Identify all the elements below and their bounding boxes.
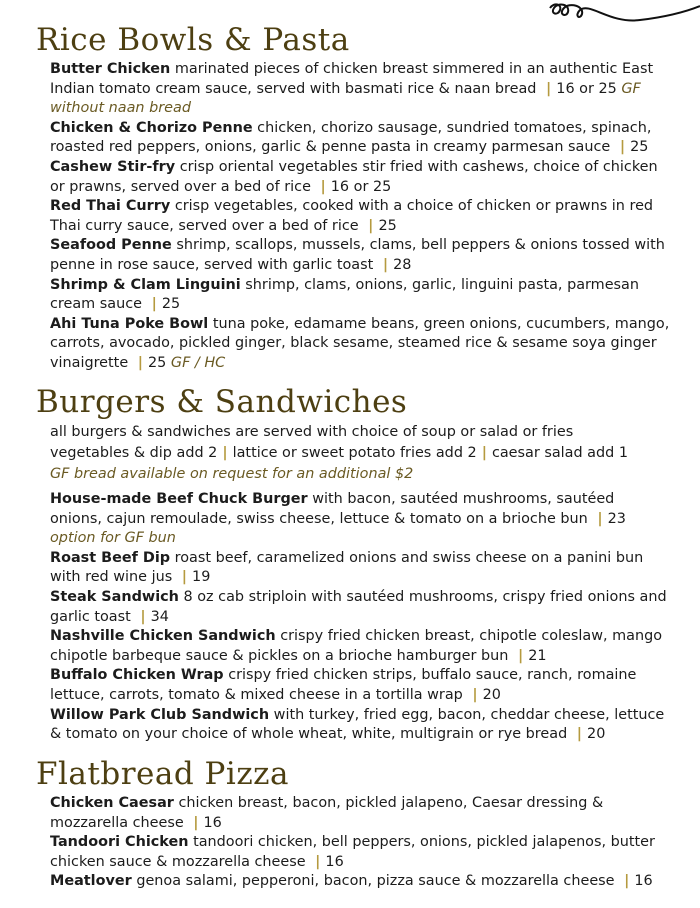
item-description: chicken breast, bacon, pickled jalapeno, Caesar dressing & mozzarella cheese: [50, 795, 604, 831]
item-name: Willow Park Club Sandwich: [50, 706, 270, 723]
separator: |: [140, 608, 146, 625]
section-flatbread-pizza: [36, 756, 670, 892]
menu-list: [36, 794, 670, 892]
separator: |: [619, 139, 626, 156]
separator: |: [137, 354, 144, 371]
item-note: option for GF bun: [50, 530, 176, 547]
item-name: House-made Beef Chuck Burger: [50, 491, 308, 507]
item-description: genoa salami, pepperoni, bacon, pizza sauce & mozzarella cheese: [136, 873, 615, 890]
item-description: with bacon, sautéed mushrooms, sautéed onions, cajun remoulade, swiss cheese, lettuce & tomato on a brioche bun: [50, 491, 615, 527]
item-name: Shrimp & Clam Linguini: [50, 276, 241, 293]
item-name: Red Thai Curry: [50, 198, 171, 215]
menu-list: [36, 60, 670, 374]
item-description: crispy fried chicken breast, chipotle coleslaw, mango chipotle barbeque sauce & pickles on a brioche hamburger bun: [50, 628, 663, 664]
item-note: GF / HC: [170, 354, 226, 371]
addon-fries: lattice or sweet potato fries add 2: [232, 445, 477, 461]
item-price: 25: [378, 217, 397, 234]
menu-item: [50, 794, 670, 833]
item-name: Cashew Stir-fry: [50, 158, 176, 175]
item-name: Meatlover: [50, 873, 132, 890]
item-name: Roast Beef Dip: [50, 549, 171, 566]
separator: |: [481, 445, 487, 461]
item-price: 21: [528, 647, 547, 664]
item-description: shrimp, scallops, mussels, clams, bell peppers & onions tossed with penne in rose sauce, served with garlic toast: [50, 237, 665, 273]
section-intro: [50, 422, 670, 484]
menu-item: [50, 60, 670, 119]
separator: |: [382, 256, 389, 273]
separator: |: [517, 647, 524, 664]
menu-item: [50, 549, 670, 588]
menu-item: [50, 197, 670, 236]
item-price: 16: [634, 873, 653, 890]
menu-list: [50, 490, 670, 745]
item-description: marinated pieces of chicken breast simmered in an authentic East Indian tomato cream sauce, served with basmati rice & naan bread: [50, 61, 654, 97]
separator: |: [368, 217, 374, 234]
menu-item: [50, 158, 670, 197]
section-heading: Rice Bowls & Pasta: [36, 22, 350, 58]
intro-note: GF bread available on request for an additional $2: [50, 466, 414, 482]
item-price: 16: [325, 853, 344, 870]
item-name: Nashville Chicken Sandwich: [50, 628, 276, 645]
addon-vegetables: vegetables & dip add 2: [50, 445, 218, 461]
menu-item: [50, 706, 670, 745]
item-note: GF without naan bread: [50, 80, 641, 117]
item-name: Chicken & Chorizo Penne: [50, 119, 253, 136]
item-description: roast beef, caramelized onions and swiss cheese on a panini bun with red wine jus: [50, 549, 644, 586]
separator: |: [151, 296, 157, 313]
item-price: 16: [203, 814, 222, 831]
item-price: 25: [161, 296, 181, 313]
item-description: tandoori chicken, bell peppers, onions, pickled jalapenos, butter chicken sauce & mozzarella cheese: [50, 834, 655, 870]
item-description: tuna poke, edamame beans, green onions, cucumbers, mango, carrots, avocado, pickled ginger, black sesame, steamed rice & sesame soya ginger vinaigrette: [50, 315, 670, 371]
separator: |: [624, 873, 630, 890]
item-price: 25: [630, 139, 649, 156]
section-rice-bowls-pasta: [36, 22, 670, 374]
item-description: chicken, chorizo sausage, sundried tomatoes, spinach, roasted red peppers, onions, garlic & penne pasta in creamy parmesan sauce: [50, 119, 652, 156]
item-description: 8 oz cab striploin with sautéed mushrooms, crispy fried onions and garlic toast: [50, 588, 667, 625]
item-name: Tandoori Chicken: [50, 834, 189, 851]
item-description: crispy fried chicken strips, buffalo sauce, ranch, romaine lettuce, carrots, tomato & mixed cheese in a tortilla wrap: [50, 667, 637, 703]
item-price: 23: [607, 510, 626, 527]
item-price: 20: [482, 686, 501, 703]
item-price: 19: [192, 569, 211, 586]
menu-item: [50, 315, 670, 374]
intro-line: all burgers & sandwiches are served with choice of soup or salad or fries: [50, 424, 574, 440]
menu-item: [50, 666, 670, 705]
menu-item: [50, 833, 670, 872]
item-price: 16 or 25: [556, 80, 617, 97]
separator: |: [546, 80, 552, 97]
item-name: Buffalo Chicken Wrap: [50, 667, 224, 684]
item-price: 16 or 25: [330, 178, 392, 195]
menu-item: [50, 627, 670, 666]
item-name: Seafood Penne: [50, 237, 172, 254]
item-name: Ahi Tuna Poke Bowl: [50, 315, 209, 332]
item-description: crisp oriental vegetables stir fried with cashews, choice of chicken or prawns, served over a bed of rice: [50, 158, 658, 195]
separator: |: [181, 569, 188, 586]
separator: |: [222, 445, 228, 461]
item-description: with turkey, fried egg, bacon, cheddar cheese, lettuce & tomato on your choice of whole wheat, white, multigrain or rye bread: [50, 706, 665, 743]
separator: |: [472, 686, 478, 703]
item-price: 25: [148, 354, 167, 371]
separator: |: [597, 510, 603, 527]
section-heading: Flatbread Pizza: [36, 756, 289, 792]
separator: |: [320, 178, 326, 195]
item-description: crisp vegetables, cooked with a choice of chicken or prawns in red Thai curry sauce, served over a bed of rice: [50, 198, 654, 234]
menu-item: [50, 236, 670, 275]
intro-addons: [50, 443, 670, 463]
item-price: 20: [587, 726, 606, 743]
item-price: 28: [393, 256, 412, 273]
section-heading: Burgers & Sandwiches: [36, 384, 408, 420]
separator: |: [193, 814, 199, 831]
separator: |: [576, 726, 583, 743]
item-name: Steak Sandwich: [50, 588, 179, 605]
menu-item: [50, 872, 670, 892]
item-name: Butter Chicken: [50, 61, 171, 77]
menu-item: [50, 119, 670, 158]
section-burgers-sandwiches: [36, 384, 670, 745]
item-name: Chicken Caesar: [50, 795, 174, 811]
menu-item: [50, 588, 670, 627]
menu-item: [50, 276, 670, 315]
menu-item: [50, 490, 670, 549]
item-description: shrimp, clams, onions, garlic, linguini pasta, parmesan cream sauce: [50, 276, 639, 313]
addon-caesar: caesar salad add 1: [491, 445, 629, 461]
separator: |: [315, 853, 321, 870]
item-price: 34: [150, 608, 169, 625]
